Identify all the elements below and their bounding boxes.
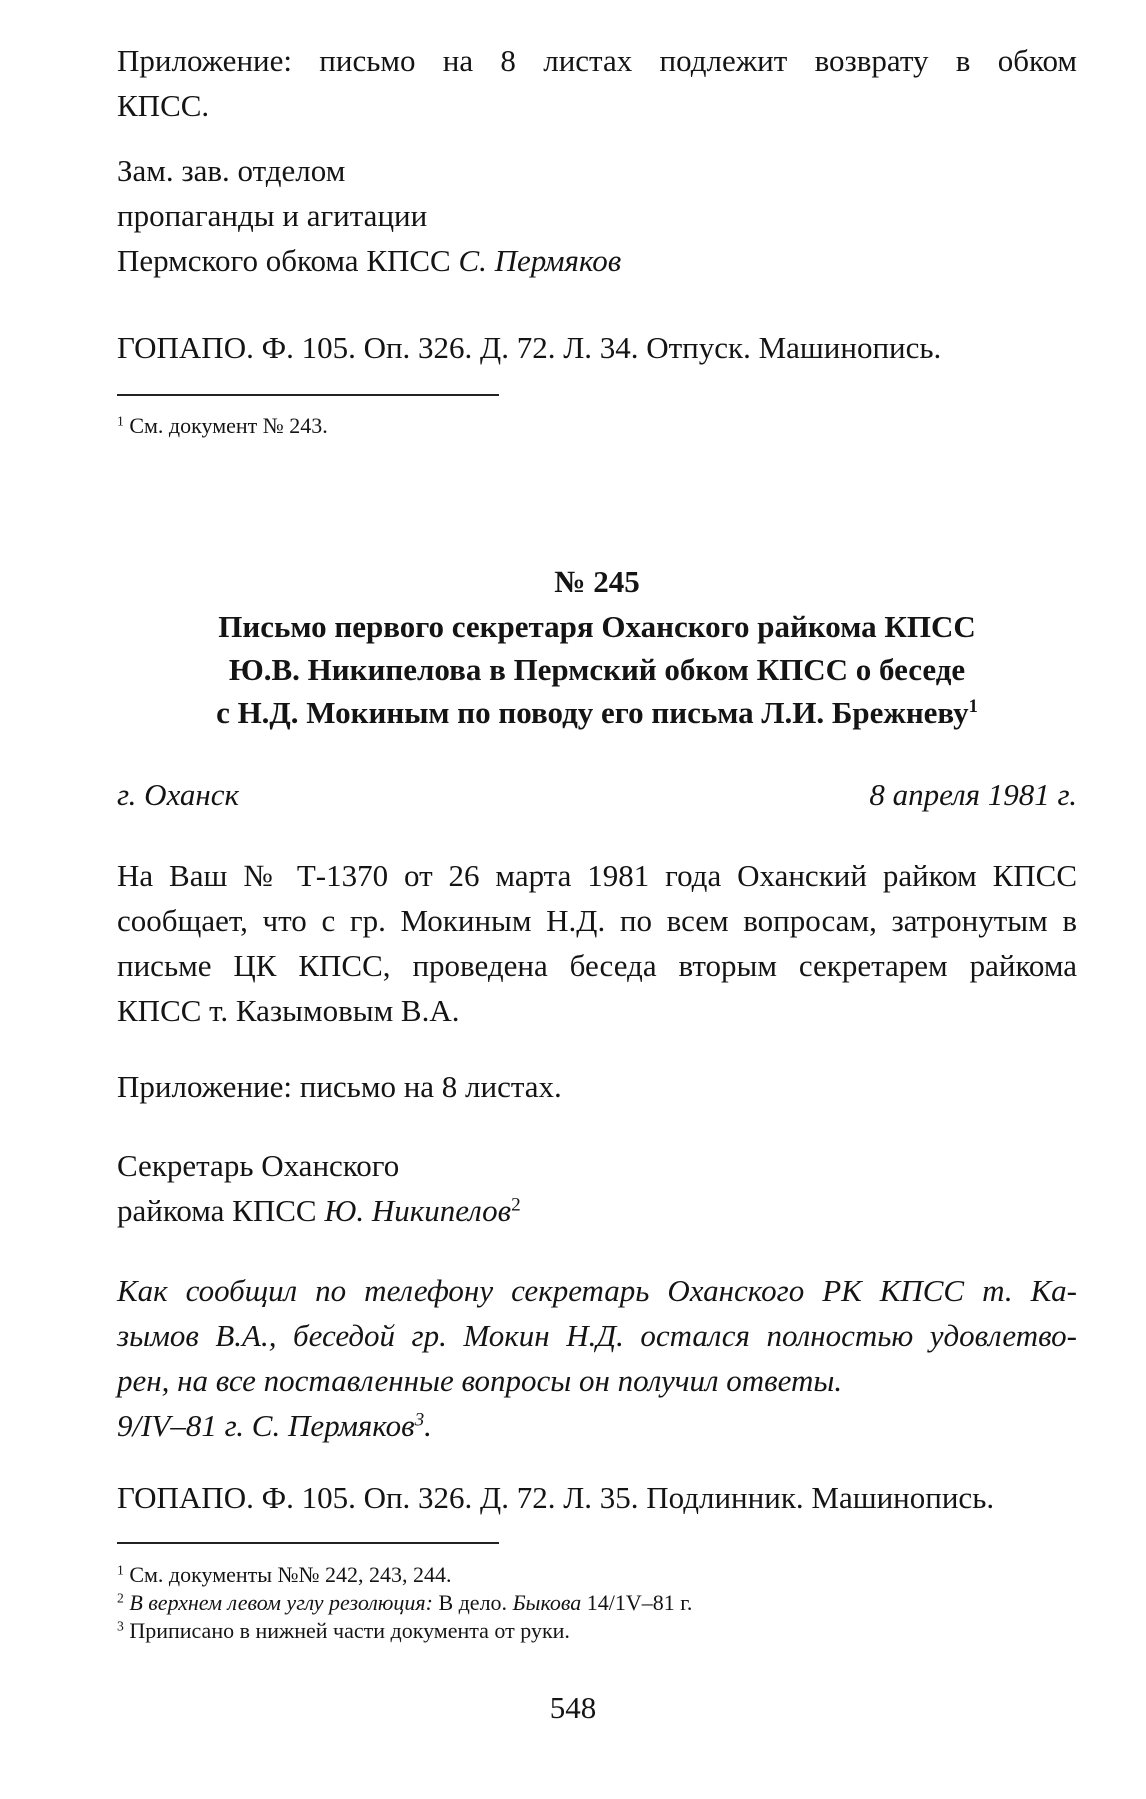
document-appendix: [117, 1064, 1077, 1109]
footnote-3-mark: 3: [117, 1618, 124, 1634]
document-title-line3: [117, 693, 1077, 733]
document-signer-name: Ю. Никипелов: [324, 1193, 512, 1228]
note-footnote-mark: 3: [414, 1409, 425, 1431]
top-archive-text: ГОПАПО. Ф. 105. Оп. 326. Д. 72. Л. 34. Отпуск. Машинопись.: [117, 330, 942, 365]
note-line4-text: 9/IV–81 г. С. Пермяков: [117, 1408, 415, 1443]
top-appendix-line1: Приложение: письмо на 8 листах подлежит возврату в обком: [117, 43, 1077, 78]
footnote-1-mark: 1: [117, 1562, 124, 1578]
footnote-2-plain: В дело.: [432, 1590, 513, 1615]
footnote-3-text: Приписано в нижней части документа от руки.: [123, 1618, 570, 1643]
footnotes: [117, 1561, 1077, 1645]
place-date-row: [117, 772, 1077, 817]
document-title-line2: Ю.В. Никипелова в Пермский обком КПСС о беседе: [228, 652, 966, 687]
top-footnote: [117, 412, 1077, 440]
body-line4: КПСС т. Казымовым В.А.: [117, 993, 460, 1028]
document-title-line3-text: с Н.Д. Мокиным по поводу его письма Л.И. Брежневу: [216, 695, 969, 730]
handwritten-note: [117, 1268, 1077, 1448]
top-footnote-divider: [117, 394, 499, 396]
body-line1: На Ваш № Т-1370 от 26 марта 1981 года Оханский райком КПСС: [117, 858, 1077, 893]
top-appendix: [117, 38, 1077, 128]
top-archive-ref: [117, 325, 1077, 370]
document-archive-text: ГОПАПО. Ф. 105. Оп. 326. Д. 72. Л. 35. Подлинник. Машинопись.: [117, 1480, 995, 1515]
document-sign-footnote-mark: 2: [511, 1194, 521, 1216]
footnote-2-mark: 2: [117, 1590, 124, 1606]
top-footnote-text: См. документ № 243.: [123, 413, 328, 438]
top-sign-line3-plain: Пермского обкома КПСС: [117, 243, 459, 278]
document-date: 8 апреля 1981 г.: [869, 777, 1077, 812]
footnote-2-plain2: 14/1V–81 г.: [581, 1590, 693, 1615]
top-footnote-mark: 1: [117, 413, 124, 429]
footnote-1-text: См. документы №№ 242, 243, 244.: [123, 1562, 452, 1587]
footnote-2: [117, 1589, 1077, 1617]
document-body: [117, 853, 1077, 1033]
top-signer-name: С. Пермяков: [458, 243, 622, 278]
page-number: 548: [549, 1690, 597, 1725]
footnote-1: [117, 1561, 1077, 1589]
document-title-footnote-mark: 1: [968, 695, 978, 717]
document-archive-ref: [117, 1475, 1077, 1520]
body-line2: сообщает, что с гр. Мокиным Н.Д. по всем вопросам, затронутым в: [117, 903, 1077, 938]
top-sign-line2: пропаганды и агитации: [117, 198, 428, 233]
document-signature: [117, 1143, 1077, 1233]
footnote-3: [117, 1617, 1077, 1645]
note-line4-end: .: [424, 1408, 432, 1443]
document-number: № 245: [554, 564, 640, 599]
footnotes-divider: [117, 1542, 499, 1544]
document-place: г. Оханск: [117, 777, 240, 812]
top-signature: [117, 148, 1077, 283]
document-appendix-text: Приложение: письмо на 8 листах.: [117, 1069, 562, 1104]
top-sign-line3: [117, 238, 1077, 283]
document-title-line1: Письмо первого секретаря Оханского райкома КПСС: [218, 609, 976, 644]
note-line4: [117, 1403, 1077, 1448]
note-line3: рен, на все поставленные вопросы он получил ответы.: [117, 1363, 843, 1398]
document-sign-line2-plain: райкома КПСС: [117, 1193, 325, 1228]
top-sign-line1: Зам. зав. отделом: [117, 153, 346, 188]
footnote-2-italic2: Быкова: [512, 1590, 582, 1615]
body-line3: письме ЦК КПСС, проведена беседа вторым секретарем райкома: [117, 948, 1077, 983]
document-sign-line1: Секретарь Оханского: [117, 1148, 400, 1183]
note-line1: Как сообщил по телефону секретарь Оханского РК КПСС т. Ка-: [117, 1273, 1077, 1308]
document-sign-line2: [117, 1188, 1077, 1233]
footnote-2-italic: В верхнем левом углу резолюция:: [123, 1590, 433, 1615]
top-appendix-line2: КПСС.: [117, 88, 210, 123]
note-line2: зымов В.А., беседой гр. Мокин Н.Д. остался полностью удовлетво-: [117, 1318, 1077, 1353]
